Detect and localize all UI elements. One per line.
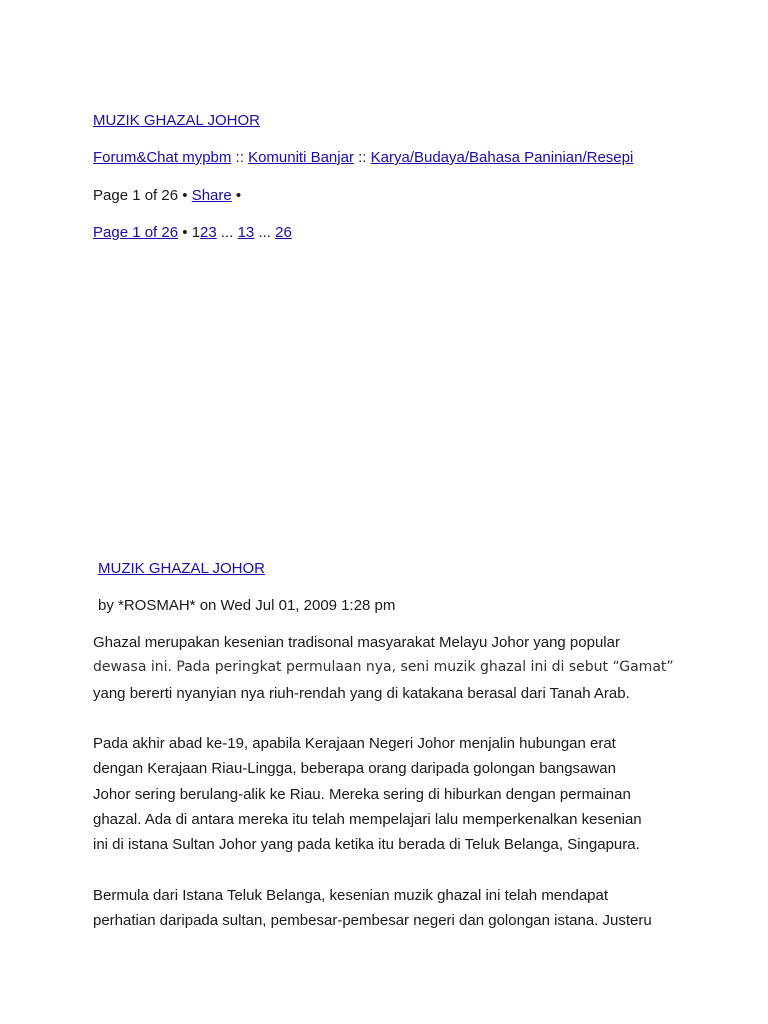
paragraph-line: Pada akhir abad ke-19, apabila Kerajaan Negeri Johor menjalin hubungan erat	[93, 735, 616, 752]
page-info-text: Page 1 of 26	[93, 187, 179, 204]
breadcrumb	[93, 148, 633, 168]
pagination-jump-link[interactable]: Page 1 of 26	[93, 224, 179, 241]
post-paragraph-3	[93, 883, 683, 934]
pagination-page-2[interactable]: 2	[200, 224, 209, 241]
topic-title-row	[93, 111, 260, 131]
pagination-page-3[interactable]: 3	[208, 224, 217, 241]
topic-title-link[interactable]: MUZIK GHAZAL JOHOR	[93, 112, 260, 129]
pagination-current-page: 1	[191, 224, 201, 241]
pagination-ellipsis: ...	[258, 224, 271, 241]
paragraph-line: Bermula dari Istana Teluk Belanga, kesenian muzik ghazal ini telah mendapat	[93, 887, 609, 904]
post-title-link[interactable]: MUZIK GHAZAL JOHOR	[98, 560, 265, 577]
paragraph-line: perhatian daripada sultan, pembesar-pembesar negeri dan golongan istana. Justeru	[93, 912, 652, 930]
page-info-row	[93, 186, 241, 206]
post-title-row	[98, 559, 265, 579]
paragraph-line: ini di istana Sultan Johor yang pada ketika itu berada di Teluk Belanga, Singapura.	[93, 836, 640, 854]
paragraph-line: ghazal. Ada di antara mereka itu telah mempelajari lalu memperkenalkan kesenian	[93, 810, 642, 828]
post-byline: by *ROSMAH* on Wed Jul 01, 2009 1:28 pm	[98, 597, 396, 614]
post-paragraph-2	[93, 731, 683, 857]
share-link[interactable]: Share	[191, 187, 232, 204]
paragraph-line: Ghazal merupakan kesenian tradisonal masyarakat Melayu Johor yang popular	[93, 634, 620, 651]
bullet-separator: •	[235, 187, 242, 204]
paragraph-line: Johor sering berulang-alik ke Riau. Mereka sering di hiburkan dengan permainan	[93, 785, 631, 803]
pagination-page-13[interactable]: 13	[237, 224, 255, 241]
pagination	[93, 223, 292, 243]
pagination-page-26[interactable]: 26	[275, 224, 292, 241]
paragraph-line: yang bererti nyanyian nya riuh-rendah yang di katakana berasal dari Tanah Arab.	[93, 684, 630, 702]
paragraph-line: dengan Kerajaan Riau-Lingga, beberapa orang daripada golongan bangsawan	[93, 760, 616, 778]
bullet-separator: •	[182, 224, 188, 241]
breadcrumb-item-karya[interactable]: Karya/Budaya/Bahasa Paninian/Resepi	[370, 149, 634, 166]
paragraph-line: dewasa ini. Pada peringkat permulaan nya, seni muzik ghazal ini di sebut “Gamat”	[93, 659, 674, 676]
breadcrumb-item-komuniti[interactable]: Komuniti Banjar	[248, 149, 354, 166]
bullet-separator: •	[182, 187, 188, 204]
breadcrumb-item-forum[interactable]: Forum&Chat mypbm	[93, 149, 232, 166]
pagination-ellipsis: ...	[220, 224, 234, 241]
breadcrumb-separator: ::	[235, 149, 244, 166]
breadcrumb-separator: ::	[358, 149, 367, 166]
post-paragraph-1	[93, 630, 683, 706]
